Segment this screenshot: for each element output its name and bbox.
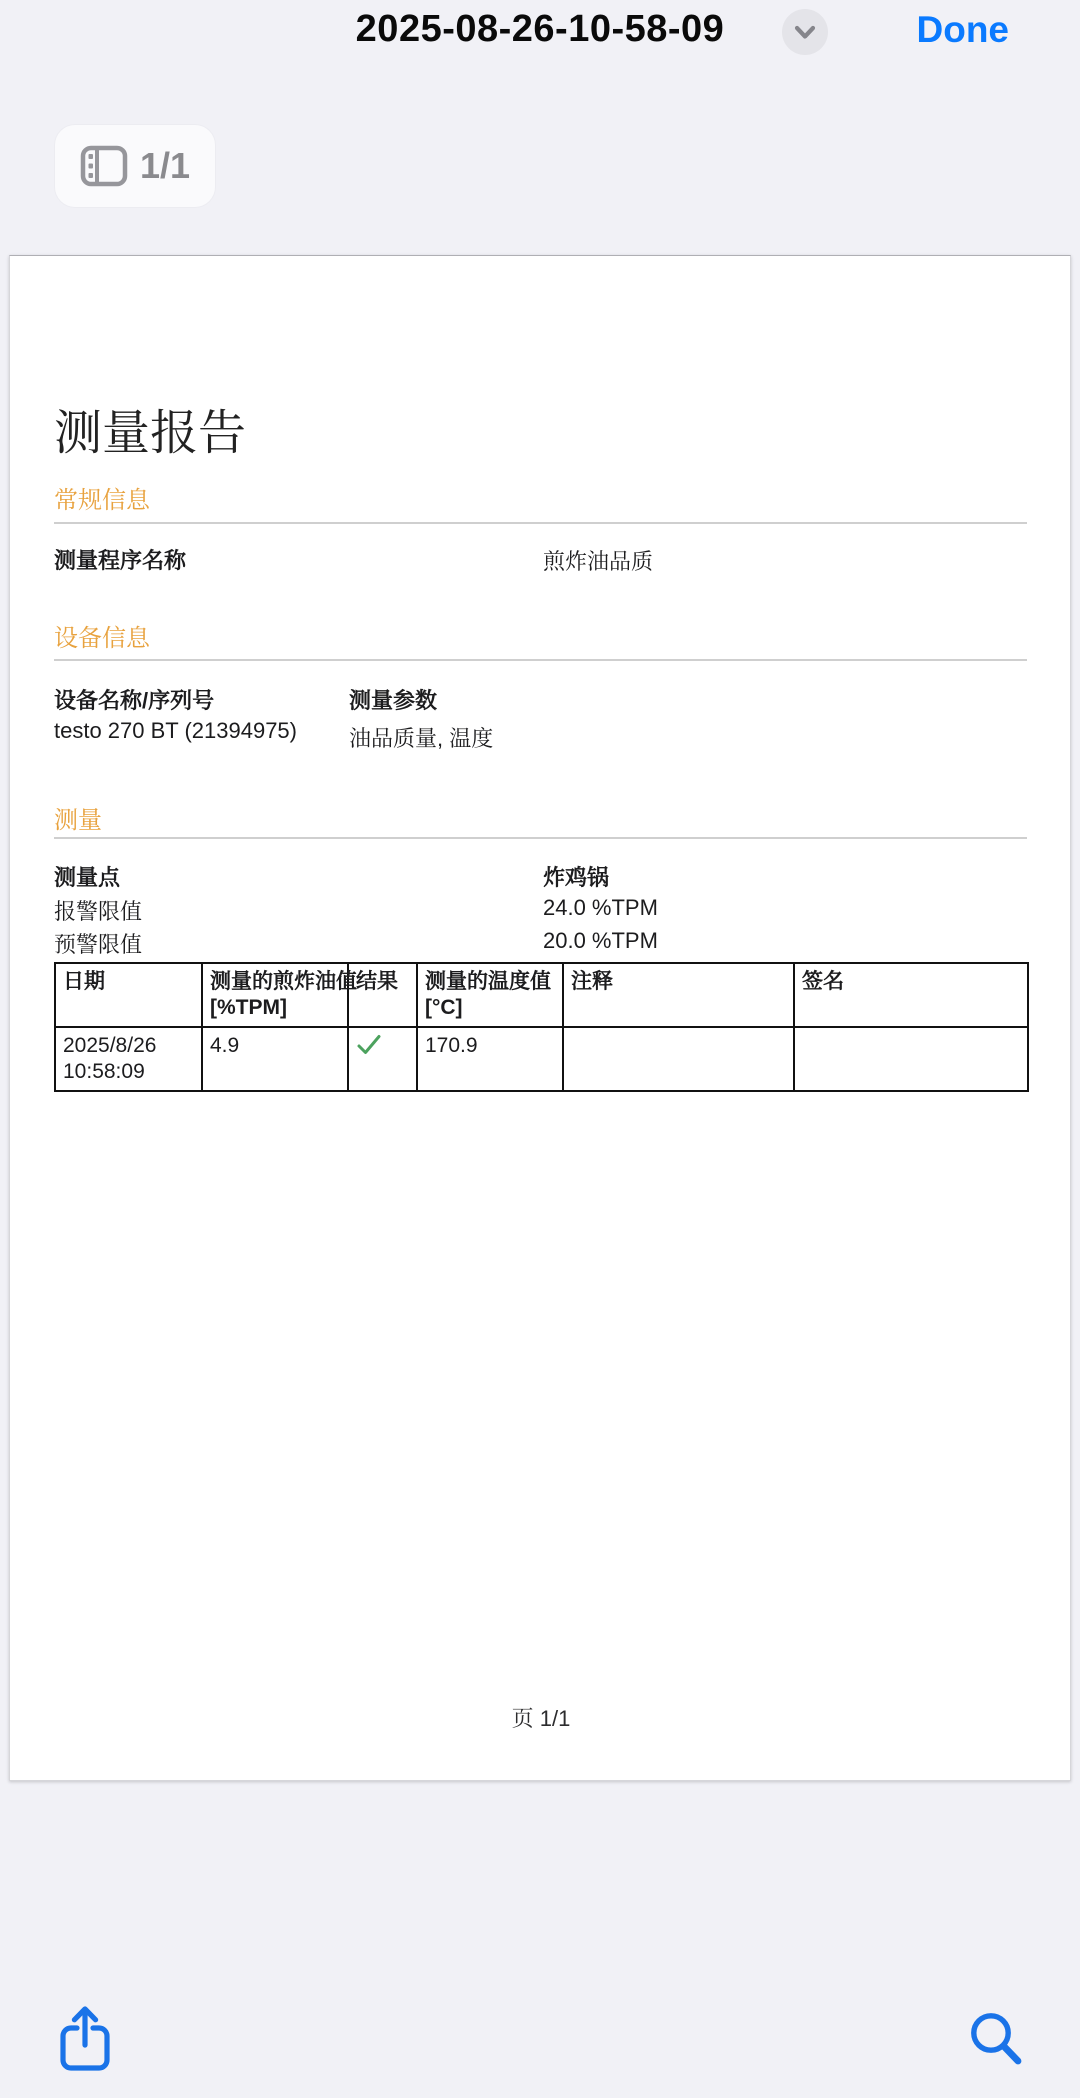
col-header-result: 结果 xyxy=(348,963,417,1027)
share-button[interactable] xyxy=(52,2000,118,2080)
section-divider xyxy=(54,837,1027,839)
program-name-label: 测量程序名称 xyxy=(54,548,187,573)
done-button[interactable]: Done xyxy=(916,9,1009,50)
table-row xyxy=(55,1027,1028,1091)
col-header-signature: 签名 xyxy=(794,963,1028,1027)
section-heading-measurement: 测量 xyxy=(54,807,102,834)
nav-document-title: 2025-08-26-10-58-09 xyxy=(355,8,725,50)
program-name-value: 煎炸油品质 xyxy=(543,549,654,574)
alarm-limit-value: 24.0 %TPM xyxy=(543,895,658,920)
measuring-point-value: 炸鸡锅 xyxy=(543,865,610,890)
page-indicator-button[interactable] xyxy=(55,125,215,207)
report-title: 测量报告 xyxy=(54,407,247,460)
measurement-table xyxy=(54,962,1029,1092)
cell-result xyxy=(348,1027,417,1091)
cell-tpm-value: 4.9 xyxy=(202,1027,348,1091)
col-header-comment: 注释 xyxy=(563,963,794,1027)
col-header-temperature: 测量的温度值 [°C] xyxy=(417,963,563,1027)
thumbnails-sidebar-icon xyxy=(80,145,128,187)
section-divider xyxy=(54,659,1027,661)
col-header-date: 日期 xyxy=(55,963,202,1027)
table-header-row xyxy=(55,963,1028,1027)
cell-signature xyxy=(794,1027,1028,1091)
warning-limit-value: 20.0 %TPM xyxy=(543,928,658,953)
cell-comment xyxy=(563,1027,794,1091)
cell-temperature: 170.9 xyxy=(417,1027,563,1091)
search-icon xyxy=(967,2009,1025,2069)
search-button[interactable] xyxy=(964,2004,1028,2074)
col-header-tpm: 测量的煎炸油值 [%TPM] xyxy=(202,963,348,1027)
section-heading-device: 设备信息 xyxy=(54,625,150,652)
chevron-down-icon xyxy=(792,19,818,45)
page-number-footer: 页 1/1 xyxy=(511,1706,571,1731)
measure-param-value: 油品质量, 温度 xyxy=(349,726,494,751)
share-icon xyxy=(56,2003,114,2077)
device-name-label: 设备名称/序列号 xyxy=(54,688,215,713)
page-indicator-label: 1/1 xyxy=(139,145,191,186)
alarm-limit-label: 报警限值 xyxy=(54,899,143,924)
pdf-page xyxy=(9,255,1071,1781)
device-name-value: testo 270 BT (21394975) xyxy=(54,718,297,743)
title-dropdown-button[interactable] xyxy=(782,9,828,55)
section-divider xyxy=(54,522,1027,524)
warning-limit-label: 预警限值 xyxy=(54,932,143,957)
measure-param-label: 测量参数 xyxy=(349,688,438,713)
checkmark-icon xyxy=(356,1033,382,1057)
cell-date: 2025/8/26 10:58:09 xyxy=(55,1027,202,1091)
section-heading-general: 常规信息 xyxy=(54,487,150,514)
measuring-point-label: 测量点 xyxy=(54,865,121,890)
